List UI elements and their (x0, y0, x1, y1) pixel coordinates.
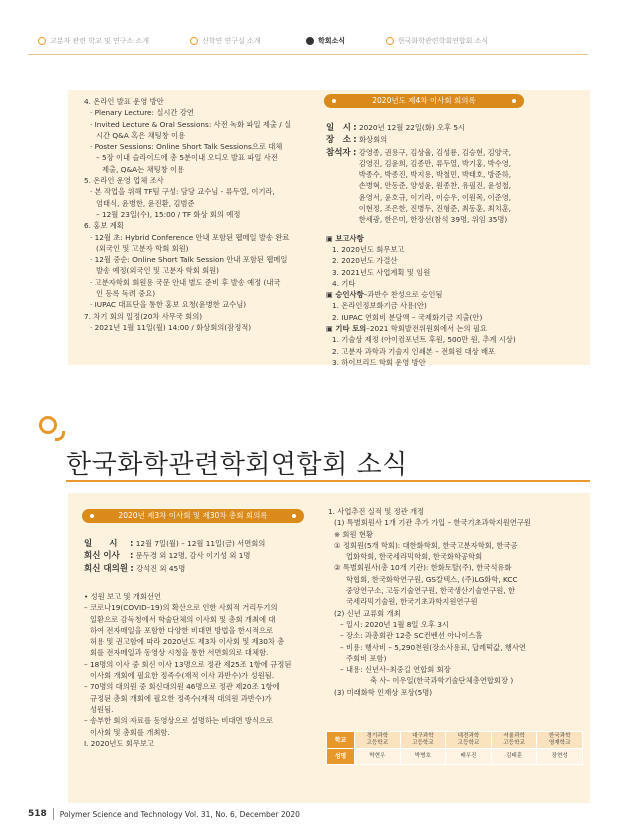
directors-value: 문두경 외 12명, 감사 이기성 외 1명 (135, 551, 251, 561)
text-line: 성원됨. (90, 704, 114, 714)
text-line: 축 사– 이우일(한국과학기술단체총연합회장 ) (370, 676, 514, 686)
table-cell: 김태훈 (491, 749, 537, 765)
table-cell: 경기과학 고등학교 (355, 732, 401, 749)
nav-dot-icon (386, 37, 394, 45)
report-item: 3. 2021년도 사업계획 및 임원 (332, 267, 431, 277)
nav-item-label: 학회소식 (318, 37, 346, 45)
text-line: 5. 온라인 운영 업체 조사 (84, 176, 164, 186)
pill-dot-icon (90, 514, 94, 518)
nav-item-label: 고분자 관련 학교 및 연구소 소개 (50, 37, 150, 45)
text-line: – 코로나19(COVID–19)의 확산으로 인한 사회적 거리두기의 (84, 603, 278, 613)
pill-label: 2020년도 제4차 이사회 회의록 (372, 96, 476, 105)
text-line: · 12월 중순: Online Short Talk Session 안내 포함된 웹메일 (90, 255, 288, 265)
nav-item-federation-news[interactable] (386, 36, 488, 46)
attendee-line: 윤영서, 윤호규, 이기라, 이승우, 이원목, 이준영, (358, 192, 512, 202)
text-line: (외국인 및 고분자 학회 회원) (96, 243, 189, 253)
page-title: 한국화학관련학회연합회 소식 (66, 450, 408, 480)
place-value: 화상회의 (359, 135, 388, 145)
table-cell: 서울과학 고등학교 (491, 732, 537, 749)
text-line: 학협회, 한국화학연구원, GS칼텍스, (주)LG화학, KCC (346, 574, 518, 584)
report-heading: ▣ 보고사항 (326, 233, 364, 243)
other-item: 3. 하이브리드 학회 운영 방안 (332, 357, 426, 367)
top-navigation (0, 30, 625, 54)
text-line: 이사회 개회에 필요한 정족수(재적 이사 과반수)가 성원됨. (90, 671, 275, 681)
text-line: 허용 및 권고함에 따라 2020년도 제3차 이사회 및 제30차 총 (90, 637, 285, 647)
text-line: 6. 홍보 계획 (84, 221, 124, 231)
other-heading-note: –2021 학회발전위원회에서 논의 필요 (366, 324, 487, 334)
text-line: 일환으로 감독청에서 학술단체의 이사회 및 총회 개최에 대 (90, 614, 276, 624)
bottom-right-column (328, 506, 531, 698)
delegates-label: 회신 대의원 (84, 563, 129, 574)
nav-item-schools[interactable] (38, 36, 149, 46)
other-heading: ▣ 기타 토의 (326, 324, 367, 334)
table-row (327, 732, 583, 749)
attendee-line: 이현정, 조은한, 진병두, 진형준, 최동훈, 최치훈, (358, 204, 512, 214)
text-line: 중앙연구소, 고등기술연구원, 한국생산기술연구원, 한 (346, 586, 515, 596)
text-line: · IUPAC 대표단을 통한 홍보 요청(윤병한 교수님) (90, 300, 247, 310)
table-cell: 대전과학 고등학교 (446, 732, 492, 749)
nav-item-label: 신학연 연구실 소개 (202, 37, 261, 45)
text-line: • 성원 보고 및 개회선언 (84, 592, 162, 601)
title-underline (66, 480, 590, 482)
bottom-meeting-info: 일 시 : 12월 7일(월) – 12월 11일(금) 서면회의 회신 이사 : 문두경 외 12명, 감사 이기성 외 1명 회신 대의원 : 강석진 외 45명 (84, 539, 266, 574)
text-line: – 송부한 회의 자료를 동영상으로 설명하는 비대면 방식으로 (84, 716, 274, 726)
text-line: – 18명의 이사 중 회신 이사 13명으로 정관 제25조 1항에 규정된 (84, 659, 292, 669)
text-line: 1. 사업추진 실적 및 정관 개정 (328, 507, 425, 516)
text-line: ※ 회원 현황 (334, 529, 373, 539)
attendee-line: 김영진, 김윤희, 김종만, 류두열, 박기홍, 박수영, (358, 158, 512, 168)
text-line: ① 정회원(5개 학회): 대한화학회, 한국고분자학회, 한국공 (334, 540, 518, 550)
text-line: 4. 온라인 발표 운영 방안 (84, 97, 164, 106)
top-left-column (84, 96, 291, 333)
text-line: 발송 예정(외국인 및 고분자 학회 회원) (96, 266, 220, 276)
approval-heading-note: –과반수 찬성으로 승인됨 (363, 290, 443, 300)
text-line: · Invited Lecture & Oral Sessions: 사전 녹화 파일 제출 / 실 (90, 119, 292, 129)
report-item: 4. 기타 (332, 278, 356, 288)
nav-dot-active-icon (306, 37, 314, 45)
date-value: 12월 7일(월) – 12월 11일(금) 서면회의 (135, 539, 266, 548)
nav-item-labs[interactable] (190, 36, 261, 46)
board-meeting-title-pill (324, 94, 524, 108)
text-line: – 장소: 과총회관 12층 SC컨벤션 아나이스홀 (340, 631, 483, 641)
page-footer (28, 808, 300, 820)
text-line: · 고분자학회 회원용 국문 안내 별도 준비 후 발송 예정 (내국 (90, 277, 281, 287)
text-line: 업화학회, 한국세라믹학회, 한국화학공학회 (346, 552, 483, 562)
attendee-line: 한세광, 한은미, 한장선(참석 39명, 위임 35명) (358, 215, 508, 225)
text-line: – 내용: 신년사–최중길 연합회 회장 (340, 665, 451, 675)
text-line: (3) 미래화학 인재상 포상(5명) (334, 687, 433, 697)
approval-heading: ▣ 승인사항 (326, 290, 364, 300)
table-cell: 박현우 (355, 749, 401, 765)
title-magnifier-handle-icon (55, 431, 65, 441)
text-line: – 12월 23일(수), 15:00 / TF 화상 회의 예정 (96, 209, 241, 219)
other-item: 1. 기술상 제정 (아이컴포넌트 후원, 500만 원, 추계 시상) (332, 335, 516, 345)
approval-item: 1. 온라인정보화기금 사용(안) (332, 301, 427, 311)
pill-dot-icon (332, 99, 336, 103)
date-value: 2020년 12월 22일(화) 오후 5시 (359, 123, 466, 132)
pill-label: 2020년 제3차 이사회 및 제30차 총회 회의록 (118, 511, 268, 520)
report-item: 1. 2020년도 회무보고 (332, 244, 405, 254)
nav-item-society-news[interactable] (306, 36, 345, 46)
text-line: ② 특별회원사(총 10개 기관): 한화토탈(주), 한국석유화 (334, 563, 512, 573)
text-line: I. 2020년도 회무보고 (84, 738, 154, 748)
delegates-value: 강석진 외 45명 (136, 563, 186, 573)
text-line: 규정된 총회 개회에 필요한 정족수(재적 대의원 과반수)가 (90, 693, 272, 703)
report-item: 2. 2020년도 가결산 (332, 256, 398, 266)
date-label: 일 시 (84, 539, 118, 549)
footer-divider (53, 808, 54, 820)
table-cell: 박병호 (400, 749, 446, 765)
page-number: 518 (28, 809, 47, 819)
journal-citation: Polymer Science and Technology Vol. 31, No. 6, December 2020 (59, 809, 300, 819)
text-line: – 일시: 2020년 1월 8일 오후 3시 (340, 619, 449, 629)
text-line: 회를 전자메일과 동영상 시청을 통한 서면회의로 대체함. (90, 648, 269, 658)
text-line: 시간 Q&A 혹은 채팅창 이용 (96, 130, 186, 140)
text-line: – 5장 이내 슬라이드에 총 5분이내 오디오 발표 파일 사전 (96, 153, 278, 163)
nav-dot-icon (38, 37, 46, 45)
text-line: 주회비 포함) (346, 653, 387, 663)
text-line: – 70명의 대의원 중 회신대의원 46명으로 정관 제20조 1항에 (84, 682, 280, 692)
text-line: 하여 전자매일을 포함한 다양한 비대면 방법을 한시적으로 (90, 625, 274, 635)
text-line: 인 등록 독려 중요) (96, 289, 156, 299)
bottom-left-column (84, 591, 291, 749)
nav-dot-icon (190, 37, 198, 45)
top-right-column: 일 시 : 2020년 12월 22일(화) 오후 5시 장 소 : 화상회의 참석자 : 강영종, 권용구, 김상율, 김성룡, 김승현, 김양국, 김영진, 김윤희, 김종만, 류두열, 박기홍, 박수영, 박종수, 박종진, 박지용, 박철민, 박태호, 방준하, 손병혁, 안동준, 양성윤, 원종찬, 유필진, 윤성철, 윤영서, 윤호규, 이기라, 이승우, 이원목, 이준영, 이현정, 조은한, 진병두, 진형준, 최동훈, 최치훈, 한세광, 한은미, 한장선(참석 39명, 위임 35명) ▣ 보고사항 1. 2020년도 회무보고 2. 2020년도 가결산 3. 2021년도 사업계획 및 임원 4. 기타 ▣ 승인사항–과반수 찬성으로 승인됨 1. 온라인정보화기금 사용(안) 2. IUPAC 연회비 분담액 – 국제화기금 지출(안) ▣ 기타 토의–2021 학회발전위원회에서 논의 필요 1. 기술상 제정 (아이컴포넌트 후원, 500만 원, 추계 시상) 2. 고분자 과학과 기술지 인쇄본 – 전회원 대상 배포 3. 하이브리드 학회 운영 방안 (326, 123, 516, 367)
text-line: · 2021년 1월 11일(월) 14:00 / 화상회의(잠정적) (90, 322, 252, 332)
text-line: 이사회 및 총회를 개최함. (90, 727, 170, 737)
text-line: · Plenary Lecture: 실시간 강연 (90, 108, 194, 118)
text-line: 제출, Q&A는 채팅창 이용 (102, 164, 185, 174)
text-line: (1) 특별회원사 1개 기관 추가 가입 – 한국기초과학지원연구원 (334, 518, 531, 528)
table-cell: 장현성 (537, 749, 583, 765)
attendee-line: 손병혁, 안동준, 양성윤, 원종찬, 유필진, 윤성철, (358, 181, 512, 191)
nav-divider (28, 54, 588, 55)
pill-dot-icon (292, 514, 296, 518)
other-item: 2. 고분자 과학과 기술지 인쇄본 – 전회원 대상 배포 (332, 346, 496, 356)
table-row-head: 성명 (327, 749, 355, 765)
table-cell: 한국과학 영재학교 (537, 732, 583, 749)
text-line: – 비용: 행사비 – 5,290천원(장소사용료, 답례떡값, 행사연 (340, 642, 526, 652)
text-line: 국세라믹기술원, 한국기초과학지원연구원 (346, 597, 478, 607)
attendee-line: 강영종, 권용구, 김상율, 김성룡, 김승현, 김양국, (358, 147, 512, 157)
text-line: 7. 차기 회의 일정(20차 사무국 회의) (84, 311, 203, 321)
table-cell: 배우진 (446, 749, 492, 765)
award-table (326, 731, 583, 765)
pill-dot-icon (512, 99, 516, 103)
directors-label: 회신 이사 (84, 551, 120, 562)
table-row (327, 749, 583, 765)
text-line: · Poster Sessions: Online Short Talk Sessions으로 대체 (90, 142, 283, 152)
table-cell: 대구과학 고등학교 (400, 732, 446, 749)
date-label: 일 시 (326, 123, 351, 133)
text-line: · 본 작업을 위해 TF팀 구성: 담당 교수님 - 류두열, 이기라, (90, 187, 275, 197)
place-label: 장 소 (326, 135, 351, 146)
general-meeting-title-pill (82, 509, 304, 523)
approval-item: 2. IUPAC 연회비 분담액 – 국제화기금 지출(안) (332, 312, 483, 322)
table-row-head: 학교 (327, 732, 355, 749)
nav-item-label: 한국화학관련학회연합회 소식 (398, 37, 489, 45)
text-line: · 12월 초: Hybrid Conference 안내 포함된 웹메일 발송 완료 (90, 232, 290, 242)
attendee-line: 박종수, 박종진, 박지용, 박철민, 박태호, 방준하, (358, 170, 512, 180)
text-line: 엄태식, 윤병한, 윤진환, 김범준 (96, 198, 195, 208)
attendee-label: 참석자 (326, 147, 351, 158)
text-line: (2) 신년 교류회 개최 (334, 608, 401, 618)
